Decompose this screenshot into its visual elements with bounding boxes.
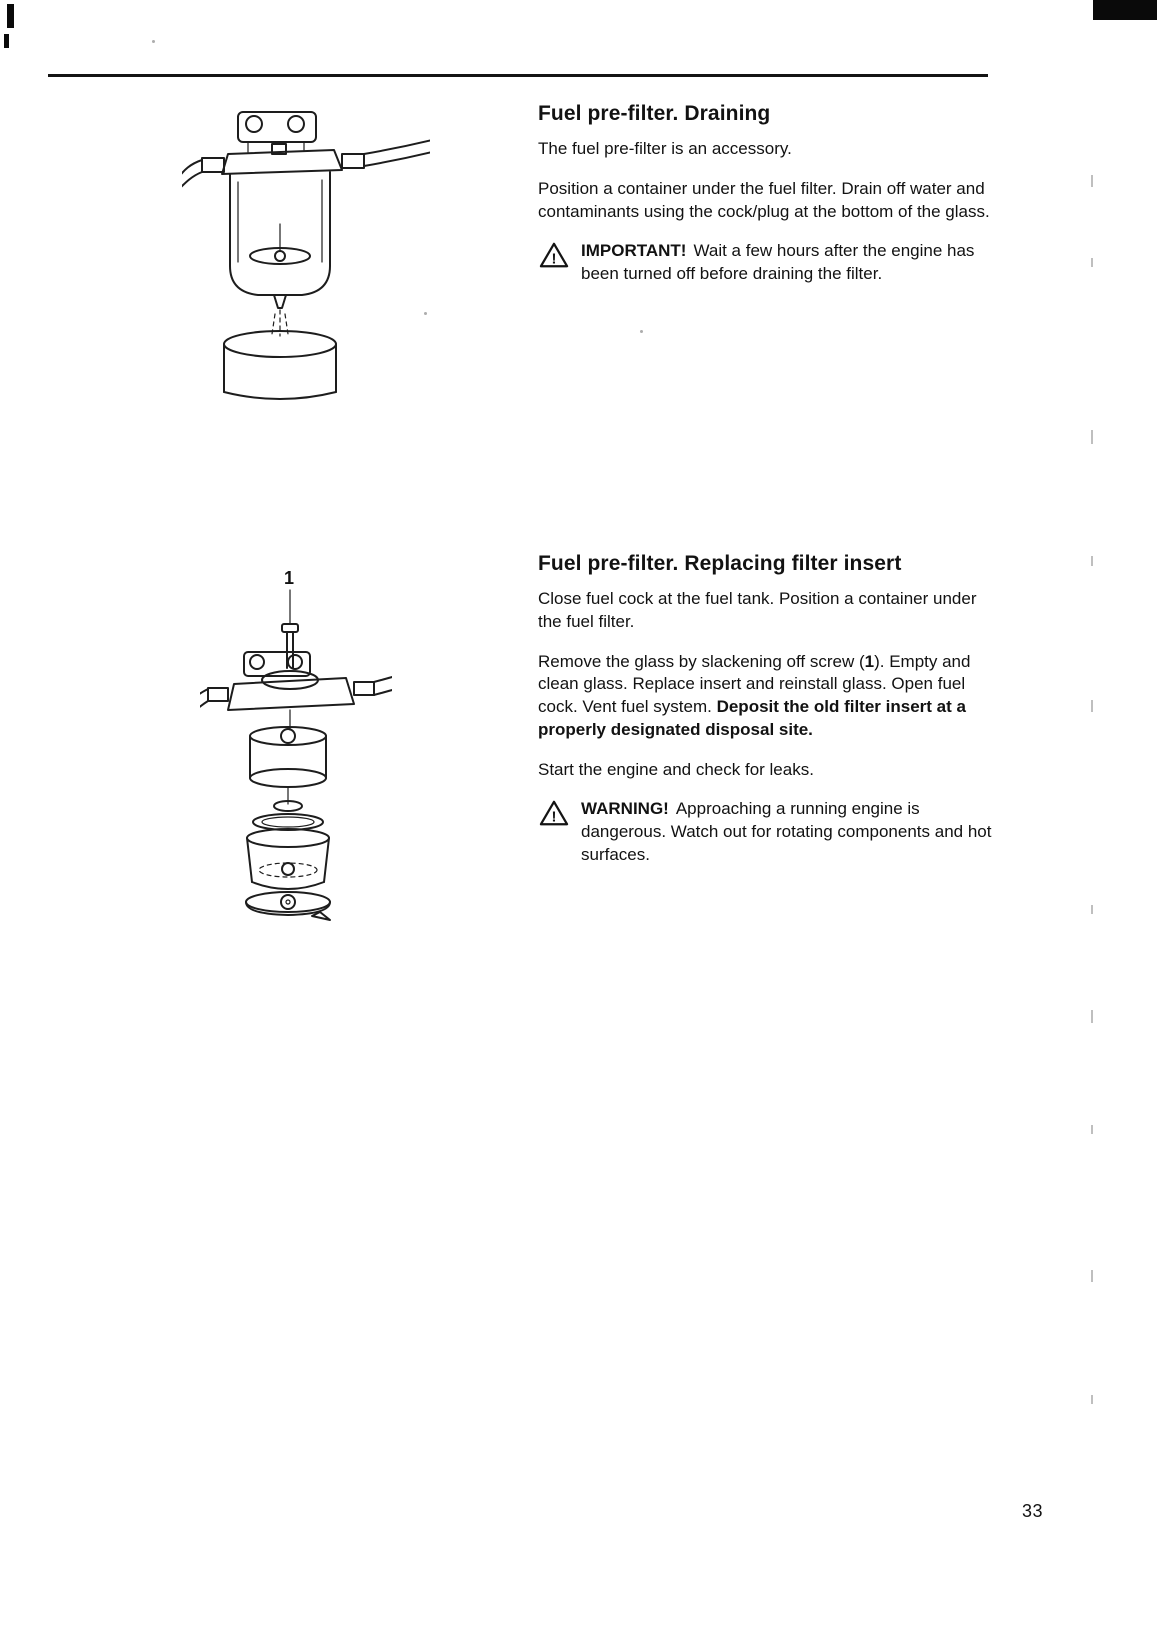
page-number: 33 bbox=[1022, 1501, 1044, 1521]
scan-artifact bbox=[1093, 0, 1157, 20]
scan-noise bbox=[1091, 700, 1093, 712]
disposal-emphasis: Deposit the old filter insert at a properly designated disposal site. bbox=[538, 697, 966, 739]
note-label: WARNING! bbox=[581, 799, 669, 819]
section-replacing bbox=[538, 552, 996, 867]
note-text bbox=[581, 240, 996, 286]
scan-noise bbox=[1091, 1125, 1093, 1134]
fuel-pre-filter-exploded-illustration bbox=[200, 568, 392, 924]
section-title: Fuel pre-filter. Draining bbox=[538, 102, 771, 125]
scan-noise bbox=[1091, 258, 1093, 267]
scan-noise bbox=[1091, 556, 1093, 566]
note-label: IMPORTANT! bbox=[581, 241, 687, 261]
scan-noise bbox=[152, 40, 155, 43]
scan-noise bbox=[1091, 430, 1093, 444]
scan-artifact bbox=[7, 4, 14, 28]
important-note bbox=[538, 240, 996, 286]
scan-noise bbox=[1091, 905, 1093, 914]
paragraph: The fuel pre-filter is an accessory. bbox=[538, 139, 792, 158]
svg-text:!: ! bbox=[551, 250, 557, 268]
figure-callout-label: 1 bbox=[283, 568, 295, 588]
fuel-pre-filter-draining-illustration bbox=[182, 106, 430, 406]
svg-text:!: ! bbox=[551, 808, 557, 826]
warning-note bbox=[538, 798, 996, 866]
top-divider bbox=[48, 74, 988, 77]
warning-triangle-icon bbox=[538, 798, 570, 832]
section-title: Fuel pre-filter. Replacing filter insert bbox=[538, 552, 902, 575]
section-draining bbox=[538, 102, 996, 286]
paragraph bbox=[538, 651, 996, 742]
paragraph: Close fuel cock at the fuel tank. Position a container under the fuel filter. bbox=[538, 589, 977, 631]
note-body-text: Wait a few hours after the engine has been turned off before draining the filter. bbox=[581, 241, 975, 284]
warning-triangle-icon bbox=[538, 240, 570, 274]
note-body-text: Approaching a running engine is dangerous. Watch out for rotating components and hot surfaces. bbox=[581, 799, 992, 864]
screw-number: 1 bbox=[864, 651, 875, 671]
scan-noise bbox=[1091, 175, 1093, 187]
scan-noise bbox=[1091, 1010, 1093, 1023]
scan-noise bbox=[1091, 1395, 1093, 1404]
note-text bbox=[581, 798, 996, 866]
scan-artifact bbox=[4, 34, 9, 48]
scan-noise bbox=[1091, 1270, 1093, 1282]
paragraph-text: ). Empty and clean glass. Replace insert and reinstall glass. Open fuel cock. Vent fuel system. bbox=[538, 651, 971, 717]
paragraph: Start the engine and check for leaks. bbox=[538, 759, 814, 779]
paragraph-text: Remove the glass by slackening off screw ( bbox=[538, 651, 865, 671]
paragraph: Position a container under the fuel filter. Drain off water and contaminants using the cock/plug at the bottom of the glass. bbox=[538, 178, 990, 221]
scan-noise bbox=[640, 330, 643, 333]
